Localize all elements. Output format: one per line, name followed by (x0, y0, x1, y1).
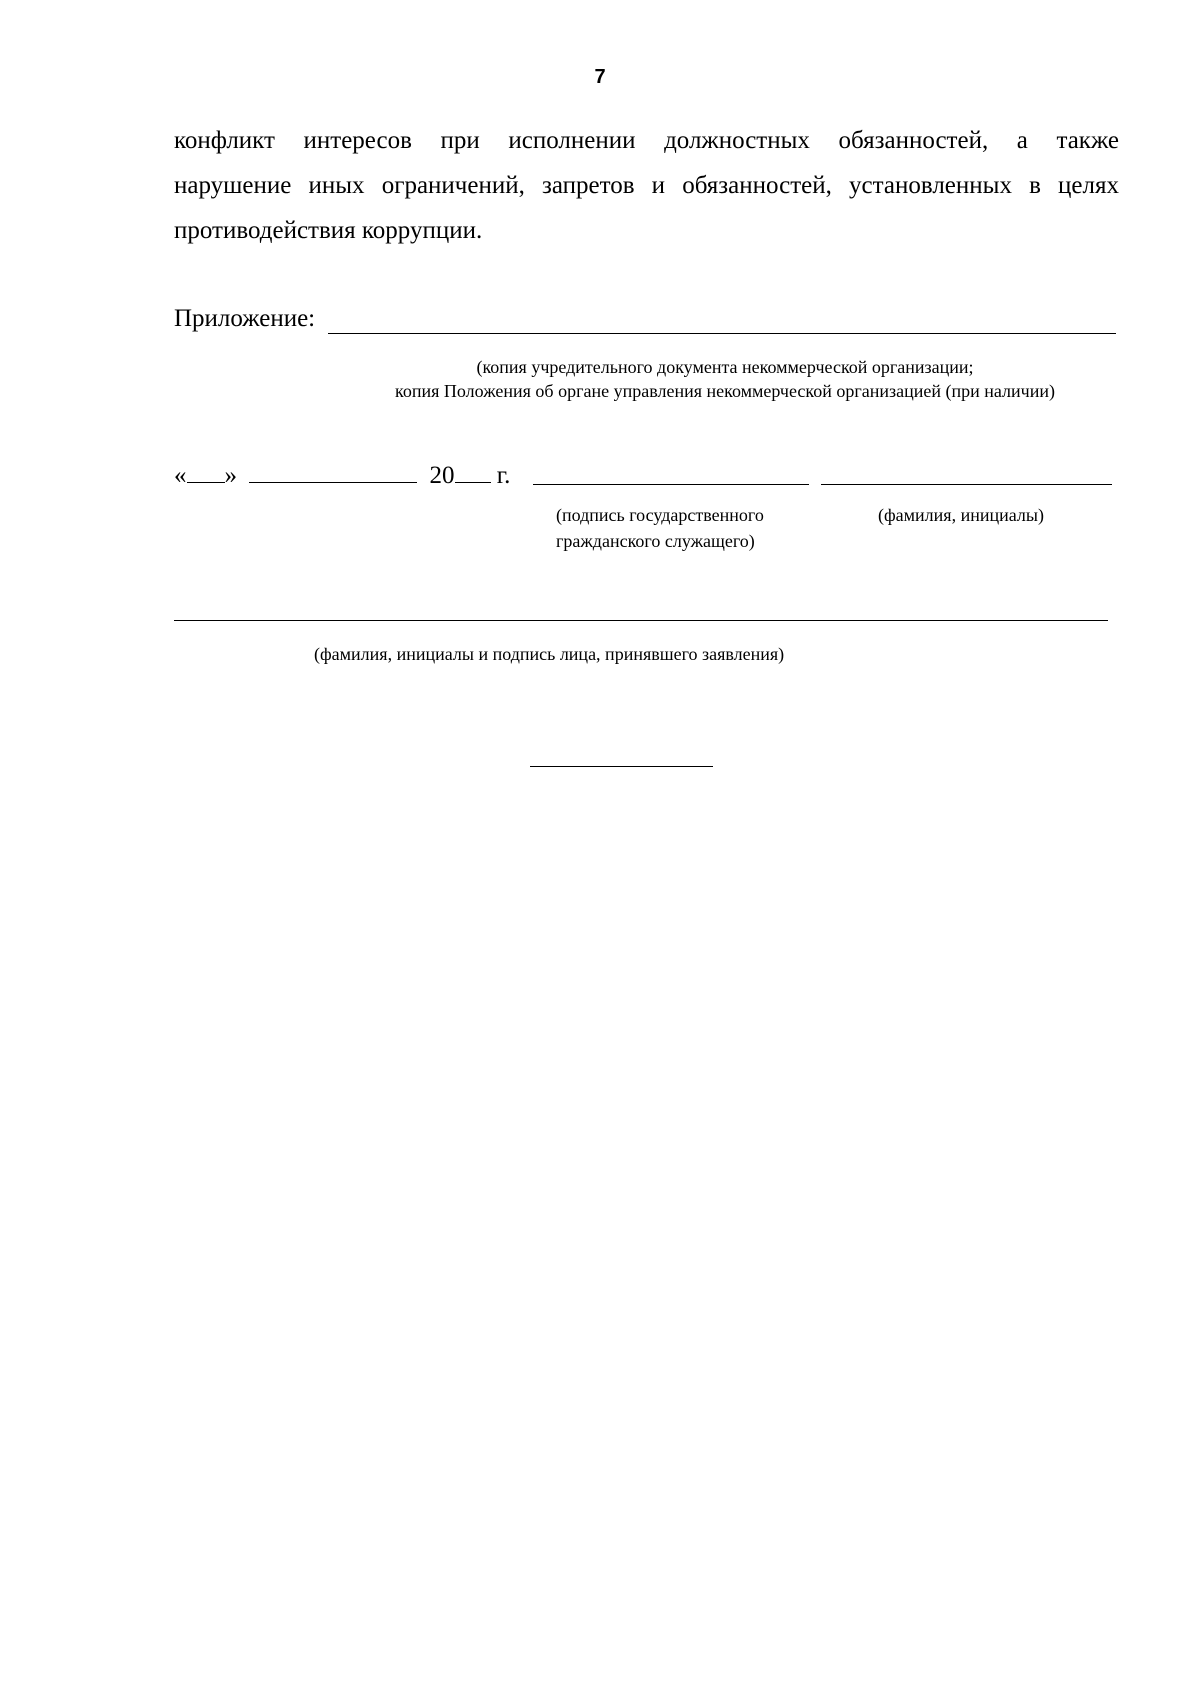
end-divider (530, 766, 713, 767)
appendix-caption (330, 355, 1120, 403)
receiver-line[interactable] (174, 620, 1108, 621)
year-suffix: г. (496, 462, 511, 489)
date-row (174, 460, 510, 490)
body-paragraph (174, 118, 1119, 253)
page-number: 7 (594, 66, 606, 88)
appendix-caption-line-1: (копия учредительного документа некоммерческой организации; (476, 357, 974, 377)
date-open-quote: « (174, 462, 187, 489)
appendix-label: Приложение: (174, 305, 316, 332)
signature-caption (556, 502, 764, 554)
name-line[interactable] (821, 484, 1112, 485)
receiver-caption: (фамилия, инициалы и подпись лица, принявшего заявления) (314, 644, 785, 664)
appendix-fill-line[interactable] (328, 333, 1116, 334)
name-caption: (фамилия, инициалы) (878, 505, 1044, 525)
signature-caption-line-1: (подпись государственного (556, 505, 764, 525)
year-prefix: 20 (429, 462, 455, 489)
signature-caption-line-2: гражданского служащего) (556, 531, 755, 551)
body-line-1: конфликт интересов при исполнении должностных обязанностей, а также (174, 127, 1119, 154)
appendix-caption-line-2: копия Положения об органе управления некоммерческой организацией (при наличии) (395, 381, 1055, 401)
day-blank[interactable] (187, 460, 225, 483)
year-blank[interactable] (455, 460, 491, 483)
date-close-quote: » (224, 462, 237, 489)
body-line-3: противодействия коррупции. (174, 217, 483, 244)
month-blank[interactable] (249, 460, 417, 483)
body-line-2: нарушение иных ограничений, запретов и обязанностей, установленных в целях (174, 172, 1119, 199)
signature-line[interactable] (533, 484, 809, 485)
